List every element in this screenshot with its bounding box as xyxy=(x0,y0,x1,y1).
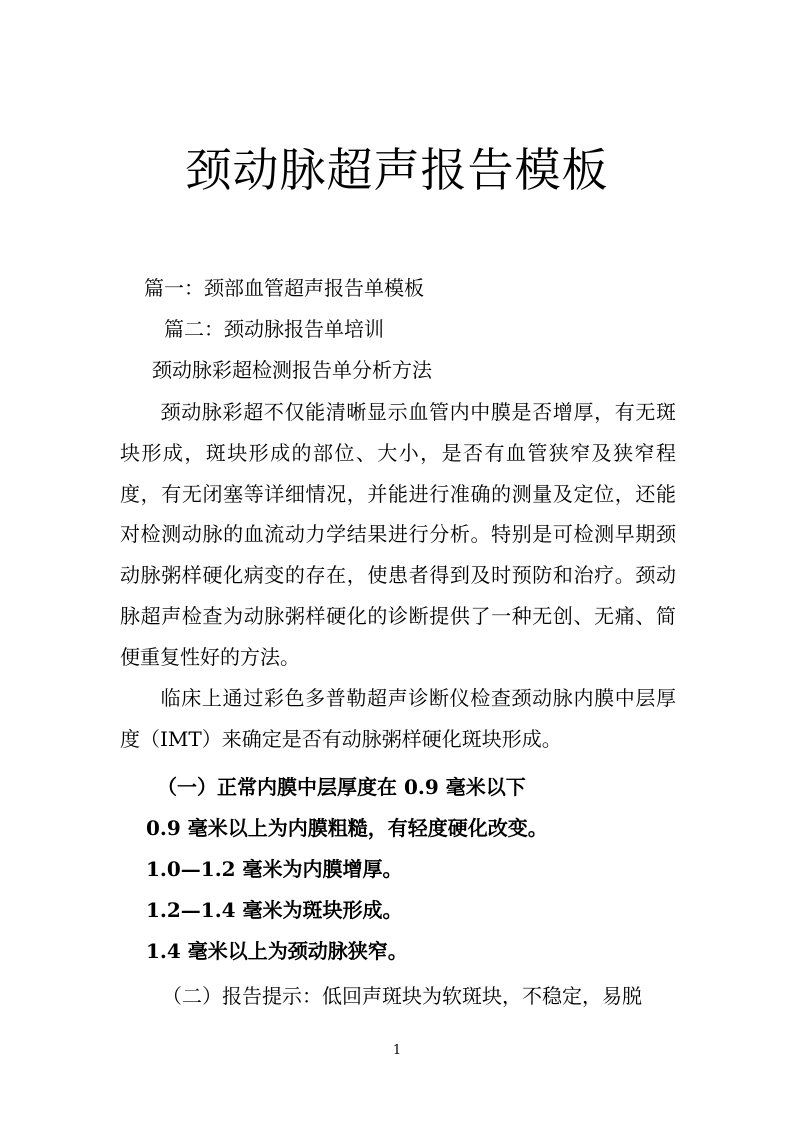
document-title: 颈动脉超声报告模板 xyxy=(185,143,609,197)
criteria-heading: （一）正常内膜中层厚度在 0.9 毫米以下 xyxy=(157,775,526,799)
paragraph-2 xyxy=(120,678,676,760)
report-tip: （二）报告提示：低回声斑块为软斑块，不稳定，易脱 xyxy=(162,984,642,1008)
toc-item-1: 篇一：颈部血管超声报告单模板 xyxy=(144,276,424,300)
criteria-item-2: 1.0—1.2 毫米为内膜增厚。 xyxy=(146,857,403,881)
paragraph-1-text: 颈动脉彩超不仅能清晰显示血管内中膜是否增厚，有无斑块形成，斑块形成的部位、大小，是否有血管狭窄及狭窄程度，有无闭塞等详细情况，并能进行准确的测量及定位，还能对检测动脉的血流动力学结果进行分析。特别是可检测早期颈动脉粥样硬化病变的存在，使患者得到及时预防和治疗。颈动脉超声检查为动脉粥样硬化的诊断提供了一种无创、无痛、简便重复性好的方法。 xyxy=(120,400,676,669)
section-heading: 颈动脉彩超检测报告单分析方法 xyxy=(152,358,432,382)
toc-item-2: 篇二：颈动脉报告单培训 xyxy=(164,317,384,341)
criteria-item-4: 1.4 毫米以上为颈动脉狭窄。 xyxy=(146,939,408,963)
paragraph-2-text: 临床上通过彩色多普勒超声诊断仪检查颈动脉内膜中层厚度（IMT）来确定是否有动脉粥样硬化斑块形成。 xyxy=(120,686,676,751)
criteria-item-1: 0.9 毫米以上为内膜粗糙，有轻度硬化改变。 xyxy=(146,816,548,840)
page-number: 1 xyxy=(392,1043,402,1058)
criteria-item-3: 1.2—1.4 毫米为斑块形成。 xyxy=(146,898,403,922)
paragraph-1 xyxy=(120,392,676,678)
